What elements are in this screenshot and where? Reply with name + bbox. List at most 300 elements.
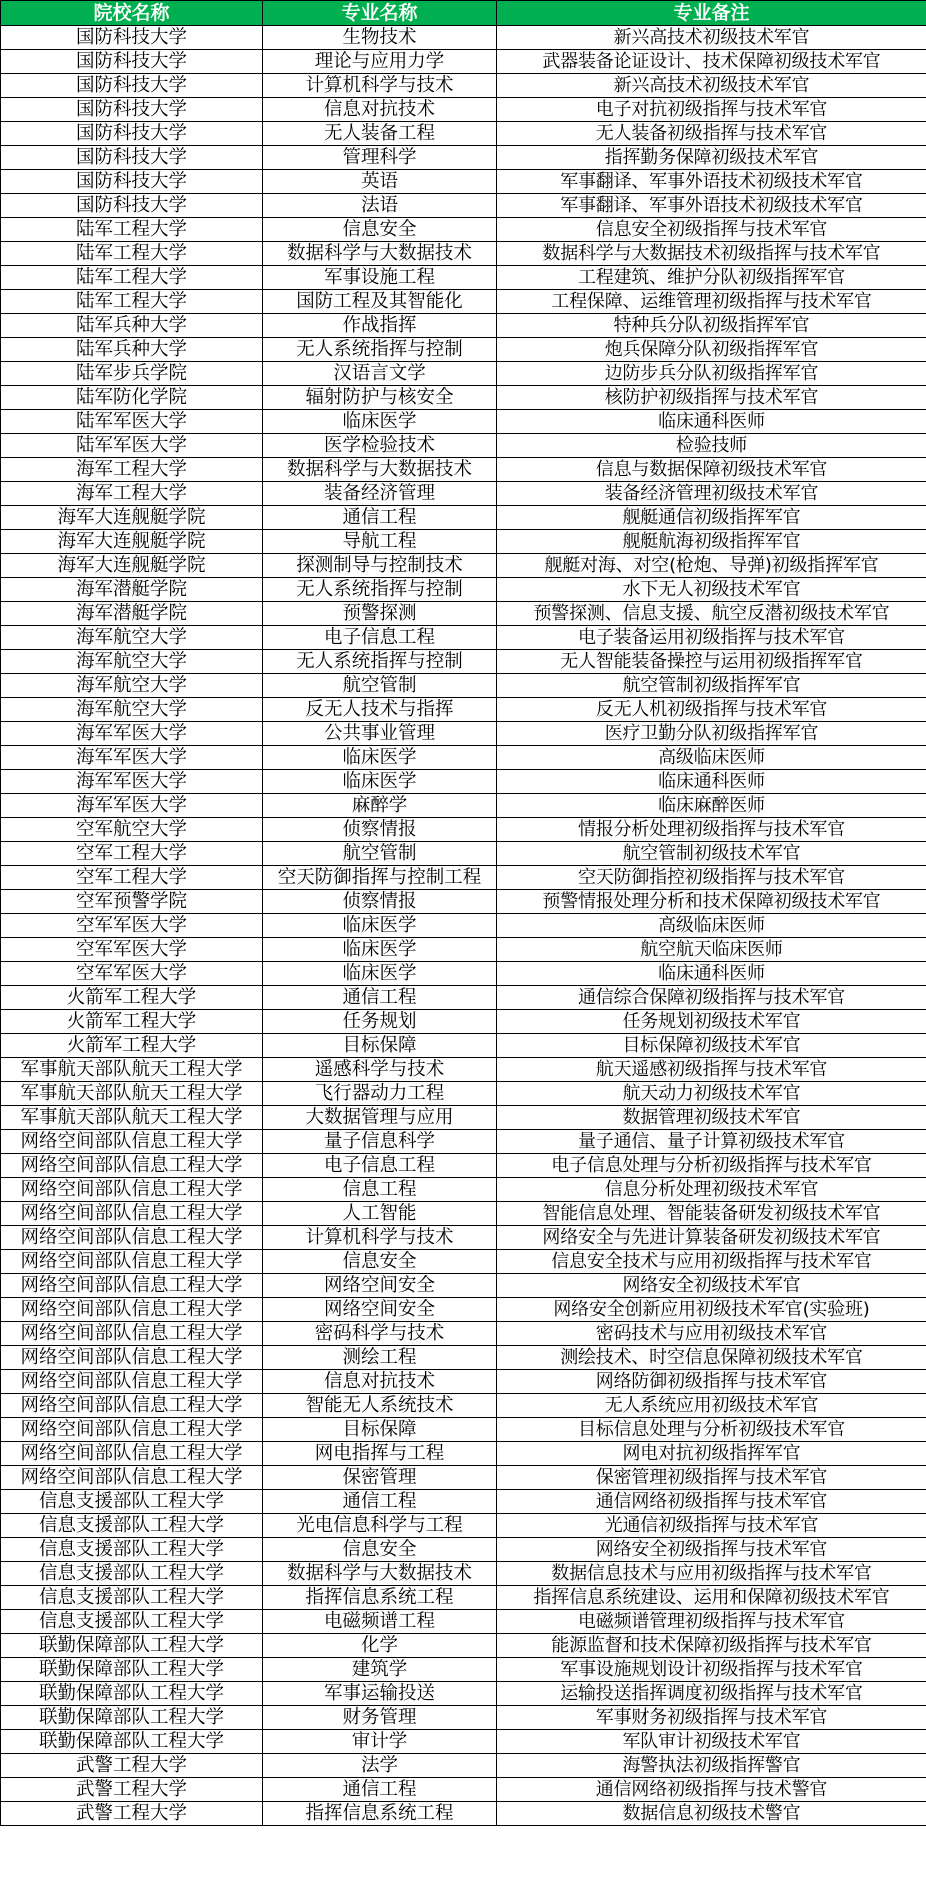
note-cell: 能源监督和技术保障初级指挥与技术军官: [497, 1634, 926, 1658]
major-cell: 无人系统指挥与控制: [263, 650, 497, 674]
major-cell: 目标保障: [263, 1034, 497, 1058]
table-row: [1, 1226, 926, 1250]
major-cell: 数据科学与大数据技术: [263, 242, 497, 266]
school-cell: 海军潜艇学院: [1, 578, 263, 602]
school-cell: 联勤保障部队工程大学: [1, 1682, 263, 1706]
note-cell: 舰艇航海初级指挥军官: [497, 530, 926, 554]
major-cell: 英语: [263, 170, 497, 194]
note-cell: 数据信息技术与应用初级指挥与技术军官: [497, 1562, 926, 1586]
major-cell: 财务管理: [263, 1706, 497, 1730]
major-cell: 网络空间安全: [263, 1298, 497, 1322]
school-cell: 陆军防化学院: [1, 386, 263, 410]
school-cell: 国防科技大学: [1, 50, 263, 74]
school-cell: 武警工程大学: [1, 1754, 263, 1778]
school-cell: 陆军工程大学: [1, 242, 263, 266]
table-row: [1, 1370, 926, 1394]
note-cell: 临床通科医师: [497, 962, 926, 986]
major-cell: 航空管制: [263, 674, 497, 698]
major-cell: 光电信息科学与工程: [263, 1514, 497, 1538]
note-cell: 量子通信、量子计算初级技术军官: [497, 1130, 926, 1154]
major-cell: 汉语言文学: [263, 362, 497, 386]
school-cell: 网络空间部队信息工程大学: [1, 1346, 263, 1370]
table-row: [1, 554, 926, 578]
major-cell: 电子信息工程: [263, 626, 497, 650]
note-cell: 信息与数据保障初级技术军官: [497, 458, 926, 482]
school-cell: 空军工程大学: [1, 842, 263, 866]
school-cell: 陆军军医大学: [1, 410, 263, 434]
note-cell: 临床通科医师: [497, 770, 926, 794]
major-cell: 无人装备工程: [263, 122, 497, 146]
school-cell: 信息支援部队工程大学: [1, 1586, 263, 1610]
major-cell: 遥感科学与技术: [263, 1058, 497, 1082]
table-row: [1, 1202, 926, 1226]
major-cell: 军事运输投送: [263, 1682, 497, 1706]
school-cell: 海军航空大学: [1, 650, 263, 674]
note-cell: 水下无人初级技术军官: [497, 578, 926, 602]
table-row: [1, 170, 926, 194]
major-cell: 探测制导与控制技术: [263, 554, 497, 578]
table-row: [1, 482, 926, 506]
table-row: [1, 986, 926, 1010]
table-row: [1, 1634, 926, 1658]
major-cell: 航空管制: [263, 842, 497, 866]
table-row: [1, 314, 926, 338]
note-cell: 装备经济管理初级技术军官: [497, 482, 926, 506]
school-cell: 国防科技大学: [1, 26, 263, 50]
note-cell: 数据信息初级技术警官: [497, 1802, 926, 1826]
major-cell: 网电指挥与工程: [263, 1442, 497, 1466]
table-row: [1, 290, 926, 314]
school-cell: 火箭军工程大学: [1, 1034, 263, 1058]
school-cell: 国防科技大学: [1, 194, 263, 218]
major-cell: 临床医学: [263, 746, 497, 770]
major-cell: 管理科学: [263, 146, 497, 170]
note-cell: 情报分析处理初级指挥与技术军官: [497, 818, 926, 842]
table-row: [1, 338, 926, 362]
major-cell: 信息安全: [263, 218, 497, 242]
table-row: [1, 26, 926, 50]
note-cell: 工程保障、运维管理初级指挥与技术军官: [497, 290, 926, 314]
school-cell: 网络空间部队信息工程大学: [1, 1418, 263, 1442]
table-row: [1, 1418, 926, 1442]
note-cell: 目标信息处理与分析初级技术军官: [497, 1418, 926, 1442]
school-cell: 海军航空大学: [1, 698, 263, 722]
major-cell: 计算机科学与技术: [263, 1226, 497, 1250]
table-row: [1, 578, 926, 602]
school-cell: 网络空间部队信息工程大学: [1, 1370, 263, 1394]
note-cell: 航天动力初级技术军官: [497, 1082, 926, 1106]
major-cell: 通信工程: [263, 1778, 497, 1802]
table-row: [1, 1346, 926, 1370]
school-cell: 空军预警学院: [1, 890, 263, 914]
note-cell: 数据科学与大数据技术初级指挥与技术军官: [497, 242, 926, 266]
table-row: [1, 1082, 926, 1106]
table-row: [1, 98, 926, 122]
table-body: [1, 26, 926, 1826]
major-cell: 信息安全: [263, 1250, 497, 1274]
table-row: [1, 1562, 926, 1586]
major-cell: 密码科学与技术: [263, 1322, 497, 1346]
note-cell: 军队审计初级技术军官: [497, 1730, 926, 1754]
school-cell: 军事航天部队航天工程大学: [1, 1106, 263, 1130]
header-major: 专业名称: [263, 1, 497, 26]
note-cell: 炮兵保障分队初级指挥军官: [497, 338, 926, 362]
school-cell: 火箭军工程大学: [1, 986, 263, 1010]
table-row: [1, 530, 926, 554]
note-cell: 航空航天临床医师: [497, 938, 926, 962]
note-cell: 舰艇对海、对空(枪炮、导弹)初级指挥军官: [497, 554, 926, 578]
header-note: 专业备注: [497, 1, 926, 26]
school-cell: 武警工程大学: [1, 1778, 263, 1802]
major-cell: 审计学: [263, 1730, 497, 1754]
note-cell: 武器装备论证设计、技术保障初级技术军官: [497, 50, 926, 74]
note-cell: 边防步兵分队初级指挥军官: [497, 362, 926, 386]
school-cell: 网络空间部队信息工程大学: [1, 1178, 263, 1202]
major-cell: 预警探测: [263, 602, 497, 626]
table-row: [1, 626, 926, 650]
note-cell: 航空管制初级指挥军官: [497, 674, 926, 698]
note-cell: 舰艇通信初级指挥军官: [497, 506, 926, 530]
note-cell: 数据管理初级技术军官: [497, 1106, 926, 1130]
note-cell: 网电对抗初级指挥军官: [497, 1442, 926, 1466]
table-row: [1, 914, 926, 938]
note-cell: 新兴高技术初级技术军官: [497, 74, 926, 98]
school-cell: 国防科技大学: [1, 122, 263, 146]
school-cell: 联勤保障部队工程大学: [1, 1730, 263, 1754]
school-cell: 陆军兵种大学: [1, 314, 263, 338]
table-row: [1, 1514, 926, 1538]
school-cell: 空军军医大学: [1, 914, 263, 938]
table-row: [1, 1250, 926, 1274]
table-row: [1, 1778, 926, 1802]
table-row: [1, 818, 926, 842]
major-cell: 作战指挥: [263, 314, 497, 338]
note-cell: 军事财务初级指挥与技术军官: [497, 1706, 926, 1730]
major-cell: 网络空间安全: [263, 1274, 497, 1298]
major-cell: 信息安全: [263, 1538, 497, 1562]
table-row: [1, 242, 926, 266]
table-row: [1, 410, 926, 434]
major-cell: 信息对抗技术: [263, 98, 497, 122]
note-cell: 检验技师: [497, 434, 926, 458]
table-row: [1, 1130, 926, 1154]
note-cell: 预警情报处理分析和技术保障初级技术军官: [497, 890, 926, 914]
table-row: [1, 1466, 926, 1490]
note-cell: 通信网络初级指挥与技术军官: [497, 1490, 926, 1514]
table-row: [1, 434, 926, 458]
school-cell: 海军军医大学: [1, 794, 263, 818]
major-cell: 临床医学: [263, 410, 497, 434]
school-cell: 海军工程大学: [1, 458, 263, 482]
table-row: [1, 1610, 926, 1634]
note-cell: 网络防御初级指挥与技术军官: [497, 1370, 926, 1394]
major-cell: 临床医学: [263, 938, 497, 962]
note-cell: 预警探测、信息支援、航空反潜初级技术军官: [497, 602, 926, 626]
note-cell: 航空管制初级技术军官: [497, 842, 926, 866]
note-cell: 无人智能装备操控与运用初级指挥军官: [497, 650, 926, 674]
major-cell: 侦察情报: [263, 818, 497, 842]
table-row: [1, 1586, 926, 1610]
major-cell: 反无人技术与指挥: [263, 698, 497, 722]
table-row: [1, 1802, 926, 1826]
major-cell: 任务规划: [263, 1010, 497, 1034]
school-cell: 国防科技大学: [1, 98, 263, 122]
school-cell: 军事航天部队航天工程大学: [1, 1058, 263, 1082]
table-row: [1, 1538, 926, 1562]
major-cell: 生物技术: [263, 26, 497, 50]
major-cell: 临床医学: [263, 770, 497, 794]
school-cell: 海军工程大学: [1, 482, 263, 506]
major-cell: 量子信息科学: [263, 1130, 497, 1154]
major-cell: 医学检验技术: [263, 434, 497, 458]
note-cell: 高级临床医师: [497, 914, 926, 938]
table-row: [1, 1442, 926, 1466]
major-cell: 法学: [263, 1754, 497, 1778]
major-cell: 指挥信息系统工程: [263, 1586, 497, 1610]
school-cell: 网络空间部队信息工程大学: [1, 1442, 263, 1466]
note-cell: 特种兵分队初级指挥军官: [497, 314, 926, 338]
school-cell: 信息支援部队工程大学: [1, 1562, 263, 1586]
school-cell: 网络空间部队信息工程大学: [1, 1154, 263, 1178]
school-cell: 信息支援部队工程大学: [1, 1514, 263, 1538]
table-row: [1, 1682, 926, 1706]
major-cell: 临床医学: [263, 914, 497, 938]
note-cell: 电子信息处理与分析初级指挥与技术军官: [497, 1154, 926, 1178]
note-cell: 军事翻译、军事外语技术初级技术军官: [497, 194, 926, 218]
school-cell: 网络空间部队信息工程大学: [1, 1298, 263, 1322]
note-cell: 智能信息处理、智能装备研发初级技术军官: [497, 1202, 926, 1226]
major-cell: 侦察情报: [263, 890, 497, 914]
note-cell: 医疗卫勤分队初级指挥军官: [497, 722, 926, 746]
major-cell: 信息工程: [263, 1178, 497, 1202]
note-cell: 临床麻醉医师: [497, 794, 926, 818]
note-cell: 临床通科医师: [497, 410, 926, 434]
table-row: [1, 266, 926, 290]
major-cell: 国防工程及其智能化: [263, 290, 497, 314]
major-cell: 飞行器动力工程: [263, 1082, 497, 1106]
table-row: [1, 1730, 926, 1754]
major-cell: 指挥信息系统工程: [263, 1802, 497, 1826]
note-cell: 指挥信息系统建设、运用和保障初级技术军官: [497, 1586, 926, 1610]
school-cell: 网络空间部队信息工程大学: [1, 1130, 263, 1154]
note-cell: 信息分析处理初级技术军官: [497, 1178, 926, 1202]
school-cell: 海军军医大学: [1, 746, 263, 770]
school-cell: 空军军医大学: [1, 962, 263, 986]
table-row: [1, 602, 926, 626]
note-cell: 密码技术与应用初级技术军官: [497, 1322, 926, 1346]
school-cell: 信息支援部队工程大学: [1, 1490, 263, 1514]
school-cell: 海军大连舰艇学院: [1, 530, 263, 554]
note-cell: 反无人机初级指挥与技术军官: [497, 698, 926, 722]
table-row: [1, 674, 926, 698]
note-cell: 高级临床医师: [497, 746, 926, 770]
table-row: [1, 1274, 926, 1298]
table-row: [1, 1490, 926, 1514]
note-cell: 指挥勤务保障初级技术军官: [497, 146, 926, 170]
table-row: [1, 866, 926, 890]
school-cell: 陆军工程大学: [1, 266, 263, 290]
major-cell: 辐射防护与核安全: [263, 386, 497, 410]
major-cell: 法语: [263, 194, 497, 218]
table-row: [1, 122, 926, 146]
note-cell: 网络安全初级技术军官: [497, 1274, 926, 1298]
school-cell: 网络空间部队信息工程大学: [1, 1466, 263, 1490]
school-cell: 国防科技大学: [1, 170, 263, 194]
table-row: [1, 1034, 926, 1058]
note-cell: 目标保障初级技术军官: [497, 1034, 926, 1058]
school-cell: 武警工程大学: [1, 1802, 263, 1826]
school-cell: 陆军军医大学: [1, 434, 263, 458]
major-cell: 保密管理: [263, 1466, 497, 1490]
note-cell: 网络安全初级指挥与技术军官: [497, 1538, 926, 1562]
school-cell: 火箭军工程大学: [1, 1010, 263, 1034]
major-cell: 建筑学: [263, 1658, 497, 1682]
major-cell: 无人系统指挥与控制: [263, 578, 497, 602]
note-cell: 电子装备运用初级指挥与技术军官: [497, 626, 926, 650]
major-cell: 导航工程: [263, 530, 497, 554]
major-cell: 人工智能: [263, 1202, 497, 1226]
table-row: [1, 506, 926, 530]
major-cell: 装备经济管理: [263, 482, 497, 506]
school-cell: 海军大连舰艇学院: [1, 554, 263, 578]
major-cell: 大数据管理与应用: [263, 1106, 497, 1130]
school-cell: 空军航空大学: [1, 818, 263, 842]
major-cell: 计算机科学与技术: [263, 74, 497, 98]
header-school: 院校名称: [1, 1, 263, 26]
table-row: [1, 1154, 926, 1178]
major-cell: 通信工程: [263, 506, 497, 530]
major-cell: 无人系统指挥与控制: [263, 338, 497, 362]
major-cell: 测绘工程: [263, 1346, 497, 1370]
note-cell: 信息安全技术与应用初级指挥与技术军官: [497, 1250, 926, 1274]
note-cell: 任务规划初级技术军官: [497, 1010, 926, 1034]
table-row: [1, 386, 926, 410]
note-cell: 空天防御指控初级指挥与技术军官: [497, 866, 926, 890]
table-row: [1, 1298, 926, 1322]
school-cell: 海军军医大学: [1, 722, 263, 746]
table-row: [1, 458, 926, 482]
note-cell: 核防护初级指挥与技术军官: [497, 386, 926, 410]
table-row: [1, 218, 926, 242]
school-cell: 海军航空大学: [1, 626, 263, 650]
table-row: [1, 146, 926, 170]
table-row: [1, 362, 926, 386]
school-cell: 网络空间部队信息工程大学: [1, 1322, 263, 1346]
school-cell: 空军军医大学: [1, 938, 263, 962]
table-row: [1, 938, 926, 962]
major-cell: 通信工程: [263, 986, 497, 1010]
note-cell: 电子对抗初级指挥与技术军官: [497, 98, 926, 122]
major-cell: 理论与应用力学: [263, 50, 497, 74]
table-row: [1, 722, 926, 746]
table-row: [1, 1058, 926, 1082]
note-cell: 军事设施规划设计初级指挥与技术军官: [497, 1658, 926, 1682]
table-row: [1, 962, 926, 986]
note-cell: 光通信初级指挥与技术军官: [497, 1514, 926, 1538]
major-cell: 通信工程: [263, 1490, 497, 1514]
school-cell: 联勤保障部队工程大学: [1, 1634, 263, 1658]
school-cell: 海军大连舰艇学院: [1, 506, 263, 530]
school-cell: 国防科技大学: [1, 146, 263, 170]
table-row: [1, 1394, 926, 1418]
table-row: [1, 794, 926, 818]
note-cell: 工程建筑、维护分队初级指挥军官: [497, 266, 926, 290]
major-cell: 麻醉学: [263, 794, 497, 818]
note-cell: 新兴高技术初级技术军官: [497, 26, 926, 50]
major-cell: 化学: [263, 1634, 497, 1658]
note-cell: 通信综合保障初级指挥与技术军官: [497, 986, 926, 1010]
school-cell: 军事航天部队航天工程大学: [1, 1082, 263, 1106]
note-cell: 信息安全初级指挥与技术军官: [497, 218, 926, 242]
major-cell: 军事设施工程: [263, 266, 497, 290]
table-row: [1, 1754, 926, 1778]
school-cell: 网络空间部队信息工程大学: [1, 1226, 263, 1250]
major-cell: 目标保障: [263, 1418, 497, 1442]
school-cell: 网络空间部队信息工程大学: [1, 1394, 263, 1418]
school-cell: 海军潜艇学院: [1, 602, 263, 626]
school-cell: 陆军步兵学院: [1, 362, 263, 386]
table-row: [1, 842, 926, 866]
major-cell: 数据科学与大数据技术: [263, 458, 497, 482]
school-cell: 国防科技大学: [1, 74, 263, 98]
table-row: [1, 1658, 926, 1682]
note-cell: 海警执法初级指挥警官: [497, 1754, 926, 1778]
school-cell: 海军航空大学: [1, 674, 263, 698]
school-cell: 网络空间部队信息工程大学: [1, 1202, 263, 1226]
table-row: [1, 698, 926, 722]
note-cell: 网络安全与先进计算装备研发初级技术军官: [497, 1226, 926, 1250]
major-cell: 数据科学与大数据技术: [263, 1562, 497, 1586]
major-cell: 电子信息工程: [263, 1154, 497, 1178]
header-row: [1, 1, 926, 26]
note-cell: 测绘技术、时空信息保障初级技术军官: [497, 1346, 926, 1370]
school-cell: 陆军工程大学: [1, 290, 263, 314]
school-cell: 海军军医大学: [1, 770, 263, 794]
school-cell: 空军工程大学: [1, 866, 263, 890]
table-row: [1, 1010, 926, 1034]
school-cell: 陆军兵种大学: [1, 338, 263, 362]
note-cell: 电磁频谱管理初级指挥与技术军官: [497, 1610, 926, 1634]
table-row: [1, 890, 926, 914]
table-row: [1, 1322, 926, 1346]
table-row: [1, 650, 926, 674]
major-cell: 公共事业管理: [263, 722, 497, 746]
note-cell: 无人装备初级指挥与技术军官: [497, 122, 926, 146]
table-row: [1, 50, 926, 74]
major-cell: 智能无人系统技术: [263, 1394, 497, 1418]
major-cell: 临床医学: [263, 962, 497, 986]
school-cell: 联勤保障部队工程大学: [1, 1658, 263, 1682]
note-cell: 军事翻译、军事外语技术初级技术军官: [497, 170, 926, 194]
school-cell: 陆军工程大学: [1, 218, 263, 242]
school-cell: 信息支援部队工程大学: [1, 1610, 263, 1634]
note-cell: 运输投送指挥调度初级指挥与技术军官: [497, 1682, 926, 1706]
major-cell: 电磁频谱工程: [263, 1610, 497, 1634]
major-cell: 信息对抗技术: [263, 1370, 497, 1394]
school-cell: 联勤保障部队工程大学: [1, 1706, 263, 1730]
school-cell: 网络空间部队信息工程大学: [1, 1274, 263, 1298]
table-row: [1, 1706, 926, 1730]
table-row: [1, 1178, 926, 1202]
school-cell: 网络空间部队信息工程大学: [1, 1250, 263, 1274]
note-cell: 通信网络初级指挥与技术警官: [497, 1778, 926, 1802]
school-cell: 信息支援部队工程大学: [1, 1538, 263, 1562]
table-row: [1, 1106, 926, 1130]
table-row: [1, 770, 926, 794]
note-cell: 网络安全创新应用初级技术军官(实验班): [497, 1298, 926, 1322]
note-cell: 无人系统应用初级技术军官: [497, 1394, 926, 1418]
note-cell: 保密管理初级指挥与技术军官: [497, 1466, 926, 1490]
